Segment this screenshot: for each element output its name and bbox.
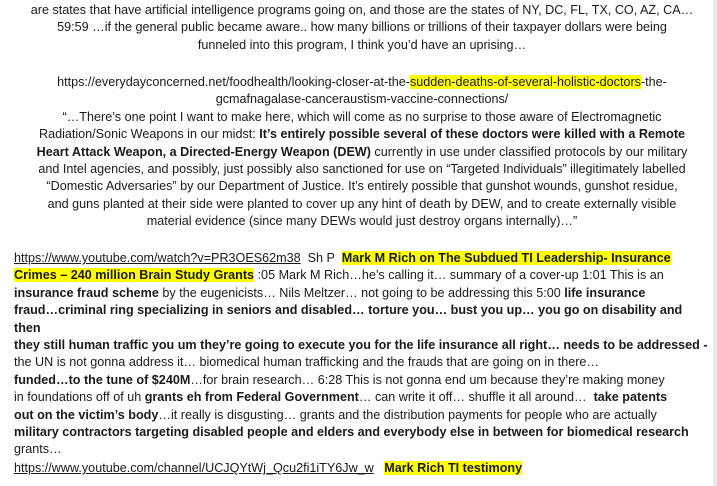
quote-line-5: “Domestic Adversaries” by our Department of Justice. It’s entirely possible that gunshot wounds, gunshot residue, <box>46 179 678 194</box>
quote-text: Radiation/Sonic Weapons in our midst: <box>38 127 260 142</box>
paragraph-intro <box>14 2 710 54</box>
summary-text: …for brain research… 6:28 This is not gonna end um because they’re making money <box>190 372 665 387</box>
quote-text: currently in use under classified protocols by our military <box>370 144 688 159</box>
summary-bold: … torture you… bust you up… you go on disability and then <box>14 303 683 335</box>
paragraph-article-quote <box>14 74 710 231</box>
channel-link[interactable]: https://www.youtube.com/channel/UCJQYtWj_Qcu2fi1iTY6Jw_w <box>14 461 374 475</box>
quote-line-1: “…There’s one point I want to make here, which will come as no surprise to those aware of Electromagnetic <box>62 109 662 124</box>
quote-bold: It’s entirely possible several of these doctors were killed with a Remote <box>259 127 686 142</box>
summary-text: by the eugenicists… Nils Meltzer… not going to be addressing this 5:00 <box>158 285 565 300</box>
summary-bold: take patents <box>593 390 668 405</box>
summary-text: …it really is disgusting… grants and the distribution payments for people who are actually <box>158 407 657 422</box>
intro-line-2: 59:59 …if the general public became aware.. how many billions or trillions of their taxpayer dollars were being <box>57 20 667 35</box>
quote-line-6: and guns planted at their side were planted to cover up any hint of death by DEW, and to create externally visible <box>47 196 677 211</box>
summary-bold: life insurance <box>564 285 646 300</box>
page-edge <box>713 0 717 486</box>
video-title-line-1: Mark M Rich on The Subdued TI Leadership- Insurance <box>341 251 671 265</box>
paragraph-channel <box>14 460 710 477</box>
article-link-part: -the- <box>640 75 667 89</box>
summary-line-6: the UN is not gonna address it… biomedical human trafficking and the frauds that are going on in there… <box>14 355 600 370</box>
summary-bold: insurance fraud scheme <box>14 285 159 300</box>
summary-bold: fraud…criminal ring specializing in seniors and disabled <box>14 303 353 318</box>
summary-bold: military contractors targeting disabled people and elders and everybody else in between for biomedical research <box>14 425 689 440</box>
summary-bold: all right… needs to be addressed - <box>498 338 708 353</box>
video-title-line-2: Crimes – 240 million Brain Study Grants <box>14 268 255 283</box>
summary-bold: execute you for the life insurance <box>298 338 499 353</box>
intro-line-1: are states that have artificial intelligence programs going on, and those are the states of NY, DC, FL, TX, CO, AZ, CA… <box>30 3 694 17</box>
summary-bold: out on the victim’s body <box>14 407 159 422</box>
article-link-line-2[interactable]: gcmafnagalase-canceraustism-vaccine-connections/ <box>215 92 509 107</box>
summary-bold: funded…to the tune of $240M <box>14 372 191 387</box>
quote-line-3 <box>37 145 688 159</box>
paragraph-video-summary <box>14 250 710 459</box>
article-link-part: https://everydayconcerned.net/foodhealth/looking-closer-at-the- <box>57 75 410 89</box>
intro-line-3: funneled into this program, I think you’d have an uprising… <box>197 37 527 52</box>
article-link[interactable] <box>57 75 667 89</box>
video-link[interactable]: https://www.youtube.com/watch?v=PR3OES62m38 <box>14 251 301 265</box>
summary-text: in foundations off of uh <box>14 390 145 405</box>
video-author-tag: Sh P <box>300 251 342 265</box>
summary-bold: they still human traffic you um they’re going to <box>14 338 299 353</box>
summary-bold: grants eh from Federal Government <box>144 390 359 405</box>
quote-bold: Heart Attack Weapon, a Directed-Energy Weapon (DEW) <box>36 144 371 159</box>
quote-line-7: material evidence (since many DEWs would just destroy organs internally)…” <box>146 214 578 229</box>
quote-line-2 <box>39 127 685 141</box>
summary-line-11: grants… <box>14 442 62 457</box>
article-link-highlight: sudden-deaths-of-several-holistic-doctors <box>409 75 641 89</box>
summary-text: :05 Mark M Rich…he’s calling it… summary of a cover-up 1:01 This is an <box>254 268 664 283</box>
quote-line-4: and Intel agencies, and possibly, just possibly also sanctioned for use on “Targeted Individuals” illegitimately labelled <box>38 162 686 177</box>
spacer <box>374 461 385 475</box>
channel-title: Mark Rich TI testimony <box>384 461 523 475</box>
summary-text: … can write it off… shuffle it all around… <box>358 390 594 405</box>
